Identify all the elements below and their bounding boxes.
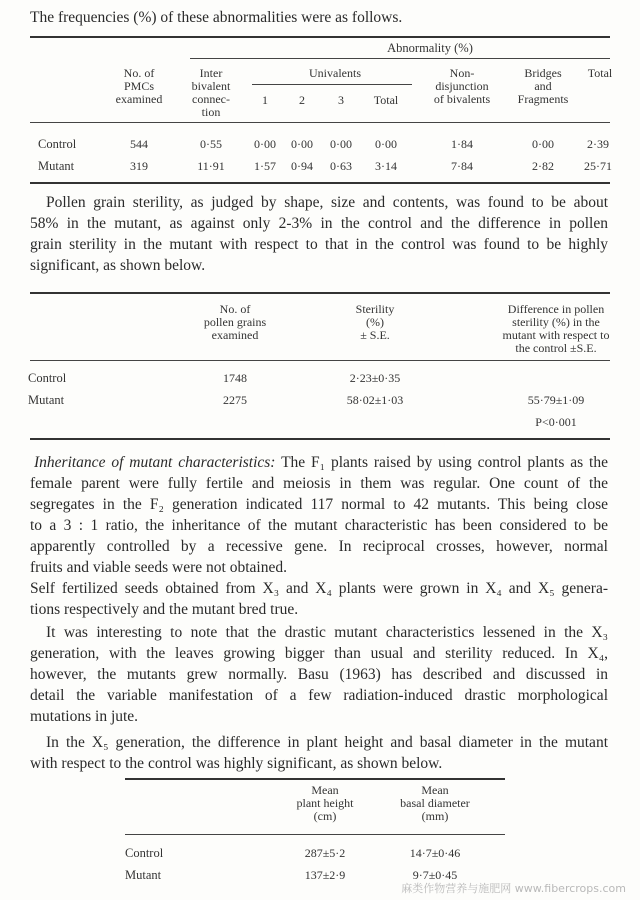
table1-col-univalents: Univalents [309,66,361,80]
paragraph-pollen-sterility: Pollen grain sterility, as judged by shape, size and contents, was found to be about 58% in the mutant, as against only 2-3% in the control and the difference in pollen grain sterility in the mutant with respect to that in the control was found to be highly significant, as shown below. [30,194,608,274]
table2-col-grains: No. of pollen grains examined [203,302,267,342]
table3-top-rule [125,778,505,780]
table2-col-sterility: Sterility (%) ± S.E. [355,302,395,342]
table1-bottom-rule [30,182,610,184]
intro-text: The frequencies (%) of these abnormalities were as follows. [30,9,403,26]
table1-header-rule [30,122,610,123]
paragraph-drastic-characteristics: It was interesting to note that the drastic mutant characteristics lessened in the X₃ generation, with the leaves growing bigger than usual and sterility reduced. In X₄, however, the mutants grew normally. Basu (1963) has described and discussed in detail the variable manifestation of a few radiation-induced drastic morphological mutations in jute. [30,624,608,725]
table1-sub-2: 2 [299,93,305,107]
watermark: 麻类作物营养与施肥网 www.fibercrops.com [401,882,626,895]
table1-group-header: Abnormality (%) [387,41,473,55]
table2-col-diff: Difference in pollen sterility (%) in the mutant with respect to the control ±S.E. [502,302,610,355]
table1-sub-total: Total [373,93,399,107]
table3-header-rule [125,834,505,835]
table1-col-inter: Inter bivalent connec- tion [191,66,231,119]
table1-col-pmc: No. of PMCs examined [115,66,163,106]
table1-col-bridges: Bridges and Fragments [517,66,569,106]
table1-col-total: Total [587,66,613,80]
table2-bottom-rule [30,438,610,440]
table1-group-rule [190,58,610,59]
table1-sub-1: 1 [262,93,268,107]
table2-header-rule [30,360,610,361]
table2-p-value: P<0·001 [535,415,577,429]
paragraph-self-fertilized: Self fertilized seeds obtained from X₃ and X₄ plants were grown in X₄ and X₅ genera- tions respectively and the mutant bred true. [30,580,608,618]
inheritance-heading: Inheritance of mutant characteristics: [34,454,276,471]
table1-top-rule [30,36,610,38]
table2-top-rule [30,292,610,294]
paragraph-inheritance: Inheritance of mutant characteristics: The F₁ plants raised by using control plants as the female parent were fully fertile and meiosis in them was regular. One count of the segregates in the F₂ generation indicated 117 normal to 42 mutants. This being close to a 3 : 1 ratio, the inheritance of the mutant characteristic has been considered to be apparently controlled by a recessive gene. In reciprocal crosses, however, normal fruits and viable seeds were not obtained. [30,454,608,576]
table1-col-nondis: Non- disjunction of bivalents [433,66,491,106]
table3-col-height: Mean plant height (cm) [296,783,354,823]
table1-sub-3: 3 [338,93,344,107]
table1-univalents-rule [252,84,412,85]
table3-col-diam: Mean basal diameter (mm) [400,783,470,823]
paragraph-plant-height: In the X₅ generation, the difference in plant height and basal diameter in the mutant with respect to the control was highly significant, as shown below. [30,734,608,772]
